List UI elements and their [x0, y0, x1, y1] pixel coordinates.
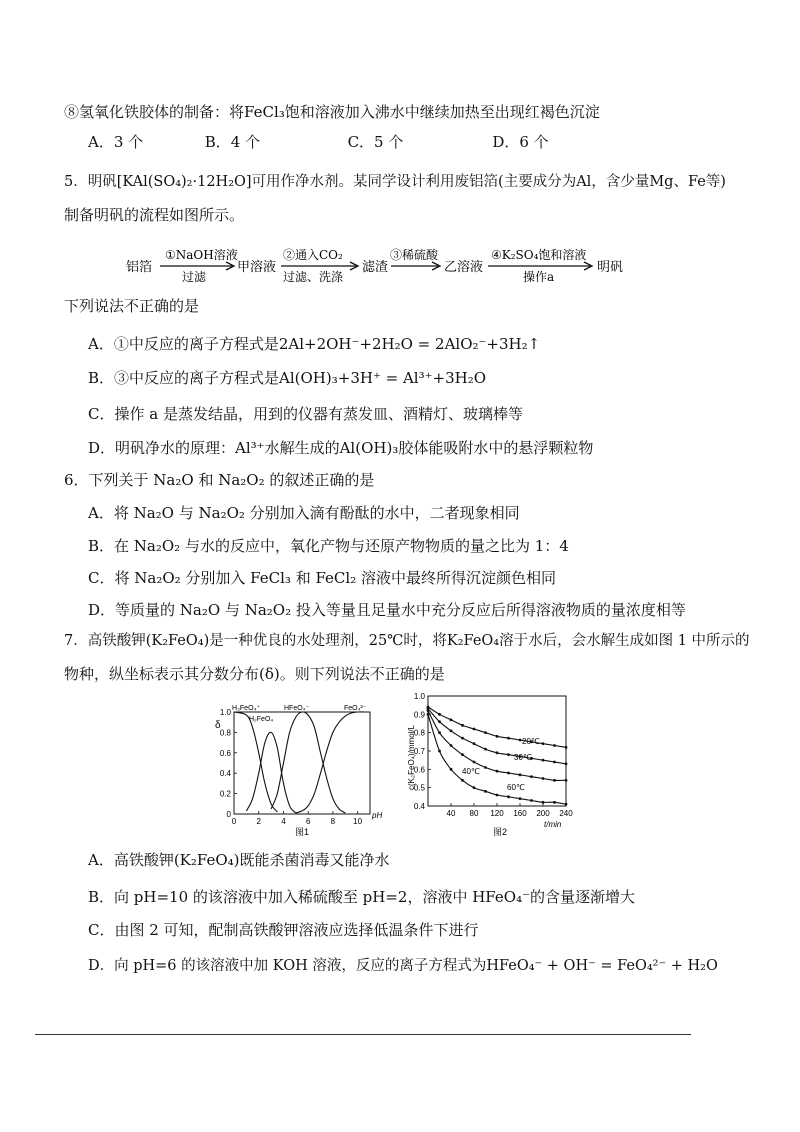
x-tick-label: 80: [469, 809, 479, 818]
q7-option-a: A．高铁酸钾(K₂FeO₄)既能杀菌消毒又能净水: [88, 851, 390, 869]
data-point: [519, 739, 522, 742]
q4-option-d: D．6 个: [492, 133, 549, 151]
y-tick-label: 1.0: [413, 692, 425, 701]
series-label: 60℃: [507, 783, 525, 792]
flow-step4-bottom: 操作a: [523, 270, 555, 284]
data-point: [473, 761, 476, 764]
y-tick-label: 1.0: [219, 708, 231, 717]
y-tick-label: 0.6: [413, 765, 425, 775]
flow-step2-bottom: 过滤、洗涤: [283, 270, 344, 284]
series-line: [428, 707, 566, 747]
q4-option-c: C．5 个: [347, 133, 404, 151]
x-tick-label: 10: [353, 817, 363, 826]
x-tick-label: 200: [536, 809, 550, 818]
data-point: [565, 746, 568, 749]
data-point: [507, 795, 510, 798]
data-point: [542, 801, 545, 804]
data-point: [553, 801, 556, 804]
series-line: [296, 712, 364, 813]
data-point: [450, 768, 453, 771]
flow-node3: 乙溶液: [444, 260, 484, 275]
q4-options: [88, 132, 549, 152]
data-point: [542, 759, 545, 762]
series-label: H₂FeO₄: [249, 716, 274, 723]
data-point: [565, 762, 568, 765]
x-tick-label: 160: [513, 809, 527, 818]
data-point: [438, 720, 441, 723]
data-point: [530, 799, 533, 802]
series-label: 40℃: [462, 767, 480, 776]
q4-option-a: A．3 个: [88, 133, 144, 151]
x-axis-label: pH: [372, 811, 383, 820]
data-point: [507, 737, 510, 740]
data-point: [507, 772, 510, 775]
flow-step3-top: ③稀硫酸: [390, 248, 439, 262]
series-label: FeO₄²⁻: [344, 705, 367, 712]
q5-stem-line2: 制备明矾的流程如图所示。: [64, 206, 245, 224]
q5-flow-diagram: [120, 240, 640, 290]
flow-step4-top: ④K₂SO₄饱和溶液: [491, 248, 587, 262]
q4-option-b: B．4 个: [204, 133, 261, 151]
flow-node1: 甲溶液: [237, 260, 277, 275]
q4-item8: ⑧氢氧化铁胶体的制备：将FeCl₃饱和溶液加入沸水中继续加热至出现红褐色沉淀: [64, 103, 600, 121]
x-tick-label: 4: [281, 817, 286, 826]
y-tick-label: 0.4: [413, 802, 425, 811]
series-line: [271, 712, 345, 813]
x-tick-label: 8: [330, 817, 336, 826]
y-axis-label: δ: [215, 720, 221, 731]
data-point: [461, 724, 464, 727]
data-point: [553, 744, 556, 747]
flow-start: 铝箔: [126, 260, 153, 275]
plot-frame: [428, 696, 566, 806]
q6-option-b: B．在 Na₂O₂ 与水的反应中，氧化产物与还原产物物质的量之比为 1：4: [88, 537, 569, 555]
data-point: [496, 794, 499, 797]
q5-stem-line1: 5．明矾[KAl(SO₄)₂·12H₂O]可用作净水剂。某同学设计利用废铝箔(主要成分为Al，含少量Mg、Fe等): [64, 174, 726, 190]
x-tick-label: 120: [490, 809, 504, 818]
data-point: [450, 729, 453, 732]
y-tick-label: 0.8: [413, 728, 425, 738]
q5-option-c: C．操作 a 是蒸发结晶，用到的仪器有蒸发皿、酒精灯、玻璃棒等: [88, 405, 523, 423]
flow-step2-top: ②通入CO₂: [283, 248, 343, 262]
data-point: [484, 790, 487, 793]
data-point: [496, 735, 499, 738]
page-bottom-rule: [35, 1034, 691, 1035]
flow-end: 明矾: [597, 260, 624, 275]
data-point: [496, 770, 499, 773]
series-line: [428, 714, 566, 804]
data-point: [461, 753, 464, 756]
data-point: [530, 775, 533, 778]
data-point: [473, 728, 476, 731]
data-point: [427, 713, 430, 716]
data-point: [438, 731, 441, 734]
series-line: [246, 732, 295, 813]
q7-option-d: D．向 pH=6 的该溶液中加 KOH 溶液，反应的离子方程式为HFeO₄⁻ + OH⁻ = FeO₄²⁻ + H₂O: [88, 958, 718, 974]
q7-stem-line2: 物种，纵坐标表示其分数分布(δ)。则下列说法不正确的是: [64, 665, 445, 683]
q5-prompt: 下列说法不正确的是: [64, 297, 200, 315]
chart-title: 图2: [492, 827, 508, 837]
data-point: [450, 718, 453, 721]
series-label: 20℃: [522, 737, 540, 746]
data-point: [507, 753, 510, 756]
data-point: [542, 742, 545, 745]
y-axis-label: c(K₂FeO₄)/mmol/L: [407, 724, 416, 790]
figure-2-concentration-vs-time: [404, 690, 574, 840]
q5-option-a: A．①中反应的离子方程式是2Al+2OH⁻+2H₂O = 2AlO₂⁻+3H₂↑: [88, 335, 541, 353]
data-point: [496, 751, 499, 754]
flow-node2: 滤渣: [362, 260, 389, 275]
x-tick-label: 6: [305, 817, 311, 826]
y-tick-label: 0.9: [413, 710, 425, 720]
data-point: [542, 777, 545, 780]
y-tick-label: 0.7: [413, 747, 425, 756]
q6-option-c: C．将 Na₂O₂ 分别加入 FeCl₃ 和 FeCl₂ 溶液中最终所得沉淀颜色相同: [88, 569, 556, 587]
data-point: [461, 737, 464, 740]
plot-frame: [234, 712, 370, 814]
data-point: [473, 742, 476, 745]
data-point: [461, 779, 464, 782]
figure-1-species-distribution: [212, 700, 392, 840]
y-tick-label: 0.5: [413, 783, 425, 793]
y-tick-label: 0.8: [219, 728, 231, 738]
x-tick-label: 40: [446, 809, 456, 818]
q5-option-d: D．明矾净水的原理：Al³⁺水解生成的Al(OH)₃胶体能吸附水中的悬浮颗粒物: [88, 439, 594, 457]
x-tick-label: 2: [256, 817, 261, 826]
q6-stem: 6．下列关于 Na₂O 和 Na₂O₂ 的叙述正确的是: [64, 471, 375, 489]
data-point: [519, 797, 522, 800]
data-point: [427, 709, 430, 712]
series-label: H₃FeO₄⁺: [232, 705, 261, 712]
q6-option-a: A．将 Na₂O 与 Na₂O₂ 分别加入滴有酚酞的水中，二者现象相同: [88, 504, 520, 522]
data-point: [438, 713, 441, 716]
data-point: [484, 766, 487, 769]
y-tick-label: 0.6: [219, 748, 231, 758]
data-point: [519, 773, 522, 776]
series-label: 30℃: [514, 753, 532, 762]
x-axis-label: t/min: [544, 820, 562, 829]
q7-option-b: B．向 pH=10 的该溶液中加入稀硫酸至 pH=2，溶液中 HFeO₄⁻的含量逐渐增大: [88, 888, 636, 906]
data-point: [450, 744, 453, 747]
flow-step1-top: ①NaOH溶液: [165, 248, 238, 262]
q7-stem-line1: 7．高铁酸钾(K₂FeO₄)是一种优良的水处理剂，25℃时，将K₂FeO₄溶于水后，会水解生成如图 1 中所示的: [64, 633, 750, 649]
data-point: [438, 750, 441, 753]
data-point: [484, 748, 487, 751]
y-tick-label: 0: [226, 810, 231, 819]
data-point: [553, 779, 556, 782]
y-tick-label: 0.4: [219, 769, 231, 779]
chart-title: 图1: [294, 827, 310, 837]
data-point: [553, 761, 556, 764]
series-line: [234, 712, 277, 812]
q7-option-c: C．由图 2 可知，配制高铁酸钾溶液应选择低温条件下进行: [88, 921, 479, 939]
data-point: [565, 779, 568, 782]
x-tick-label: 240: [559, 809, 573, 818]
y-tick-label: 0.2: [219, 789, 231, 799]
flow-step1-bottom: 过滤: [182, 270, 207, 284]
data-point: [473, 786, 476, 789]
x-tick-label: 0: [231, 817, 237, 826]
q6-option-d: D．等质量的 Na₂O 与 Na₂O₂ 投入等量且足量水中充分反应后所得溶液物质的量浓度相等: [88, 601, 686, 619]
series-label: HFeO₄⁻: [284, 705, 310, 712]
data-point: [484, 731, 487, 734]
data-point: [565, 803, 568, 806]
q5-option-b: B．③中反应的离子方程式是Al(OH)₃+3H⁺ = Al³⁺+3H₂O: [88, 369, 487, 387]
